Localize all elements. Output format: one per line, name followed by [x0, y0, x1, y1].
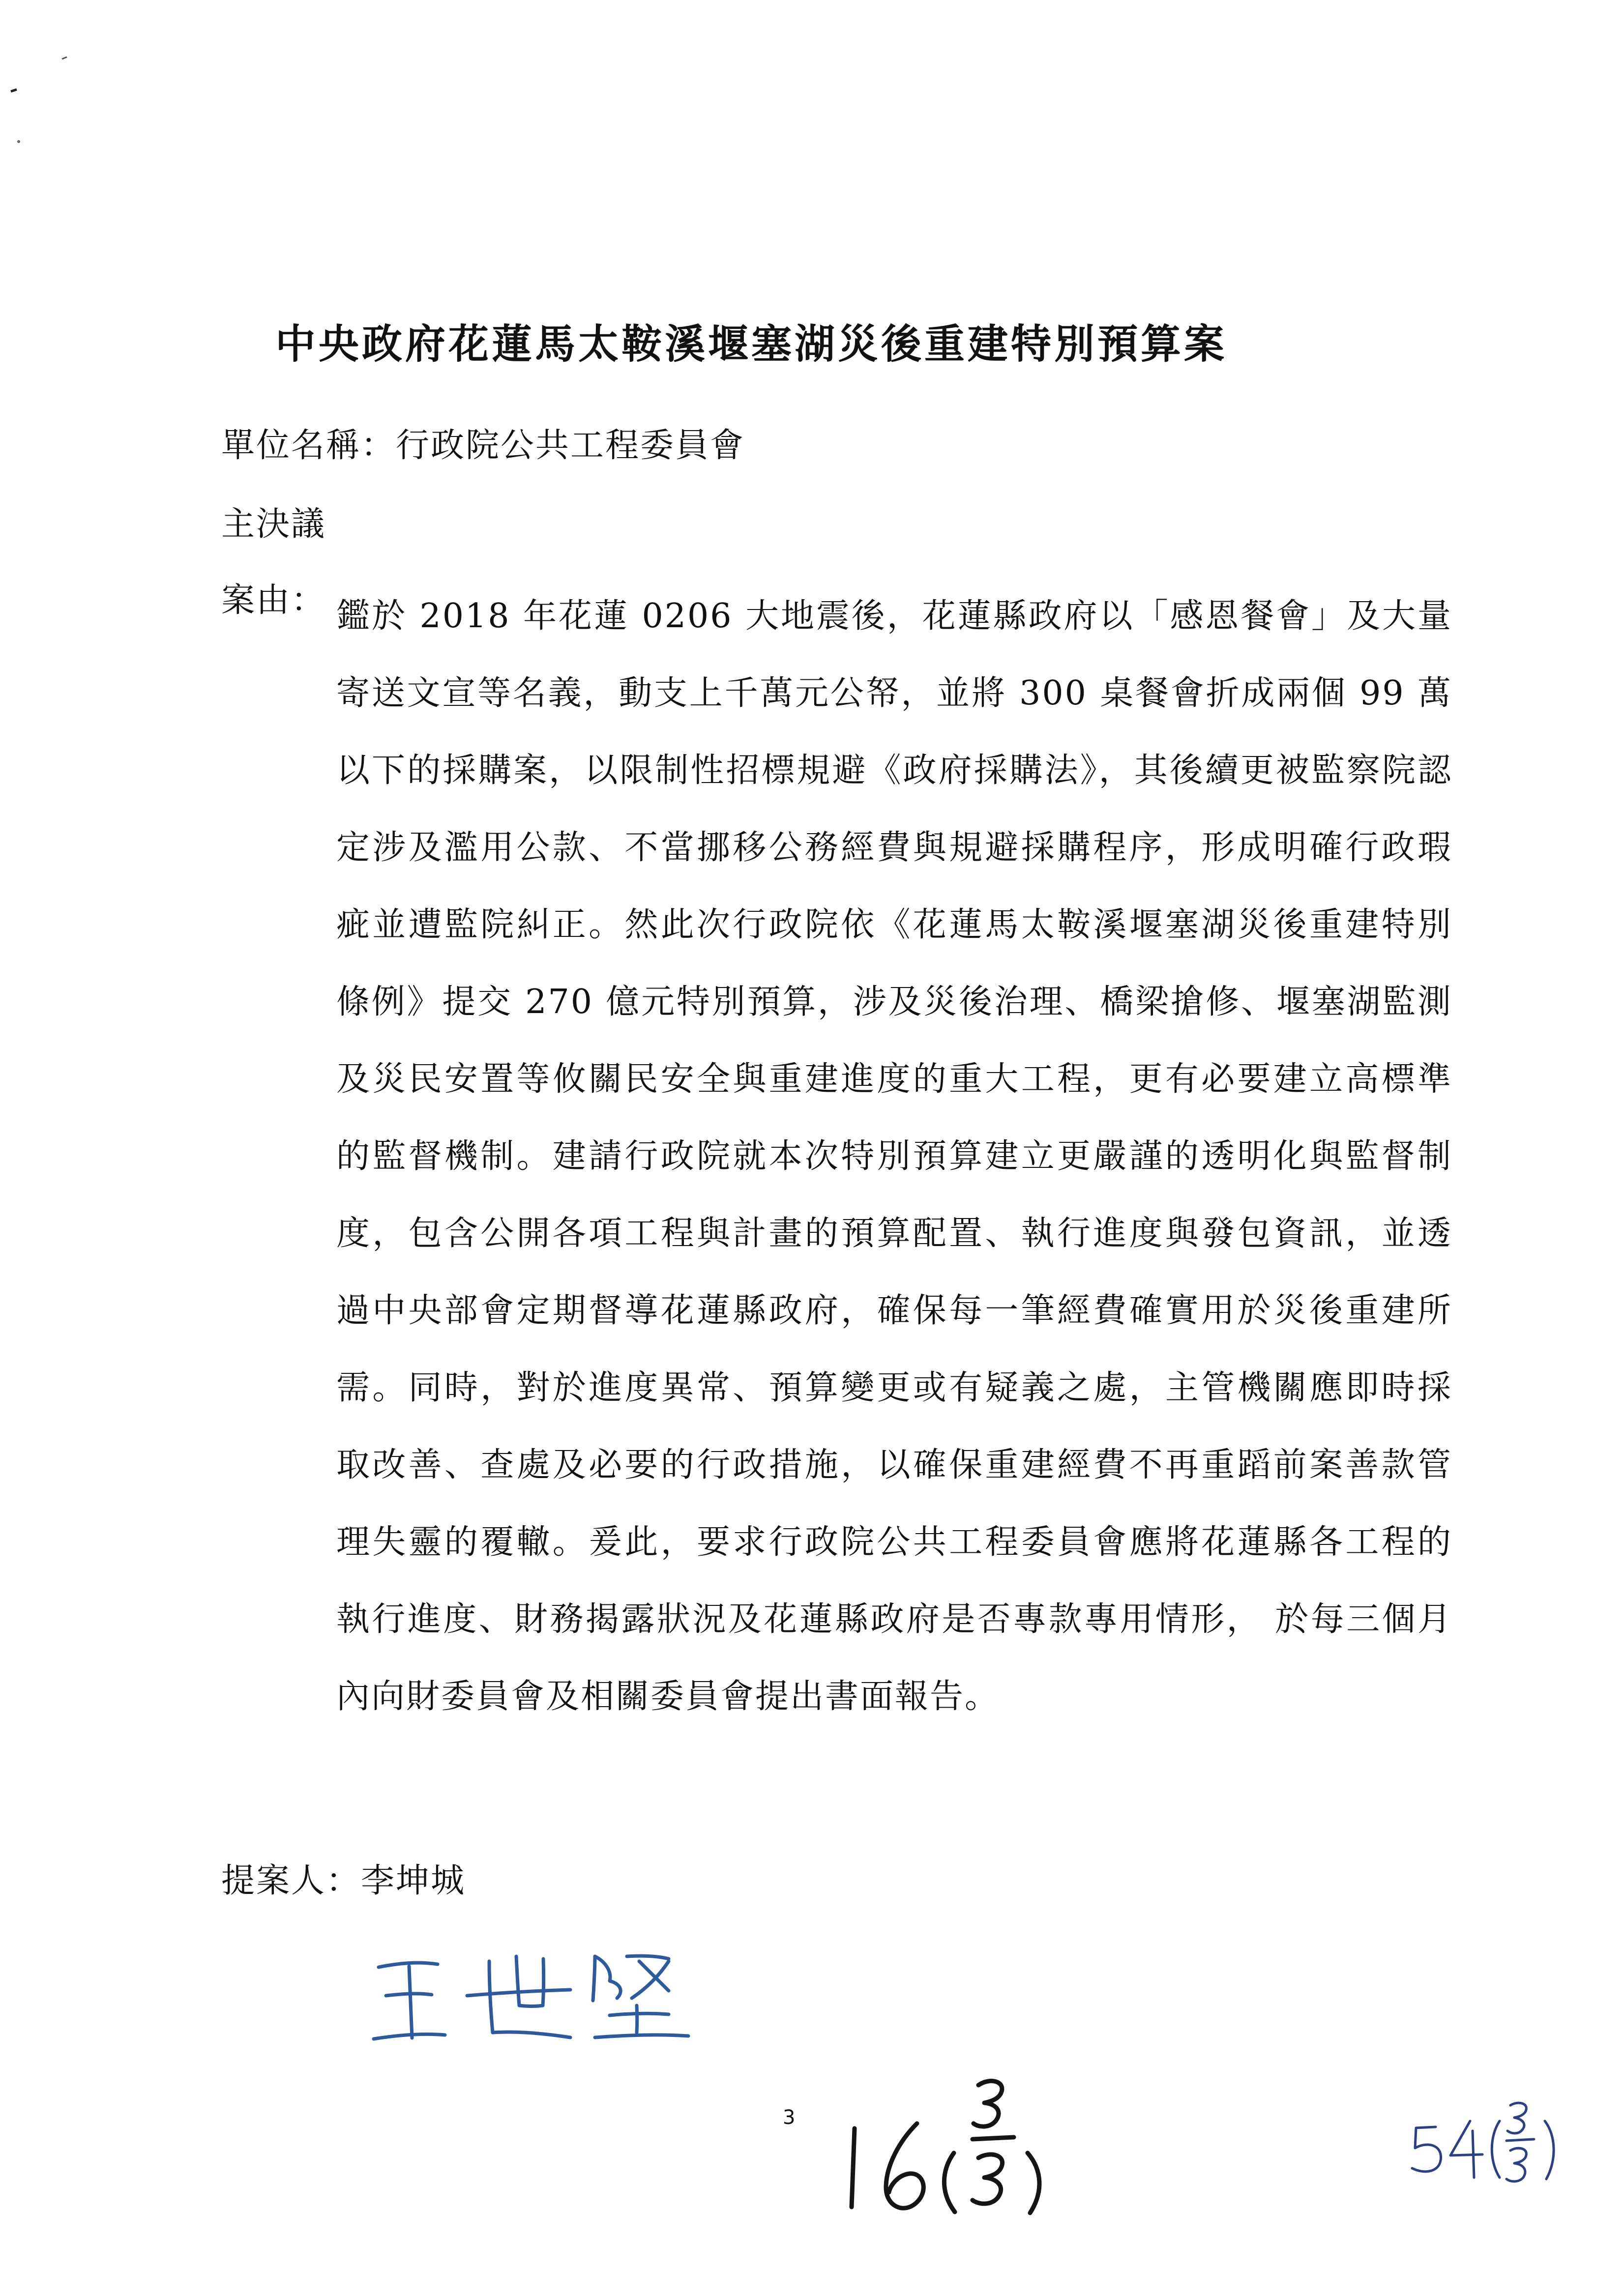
document-title: 中央政府花蓮馬太鞍溪堰塞湖災後重建特別預算案	[275, 320, 1228, 368]
proposer-line: 提案人：李坤城	[221, 1861, 466, 1900]
reason-body: 鑑於 2018 年花蓮 0206 大地震後，花蓮縣政府以「感恩餐會」及大量寄送文宣等名義，動支上千萬元公帑，並將 300 桌餐會折成兩個 99 萬以下的採購案，以限制性招標規避《政府採購法》，其後續更被監察院認定涉及濫用公款、不當挪移公務經費與規避採購程序，形成明確行政瑕疵並遭監院糾正。然此次行政院依《花蓮馬太鞍溪堰塞湖災後重建特別條例》提交 270 億元特別預算，涉及災後治理、橋梁搶修、堰塞湖監測及災民安置等攸關民安全與重建進度的重大工程，更有必要建立高標準的監督機制。建請行政院就本次特別預算建立更嚴謹的透明化與監督制度，包含公開各項工程與計畫的預算配置、執行進度與發包資訊，並透過中央部會定期督導花蓮縣政府，確保每一筆經費確實用於災後重建所需。同時，對於進度異常、預算變更或有疑義之處，主管機關應即時採取改善、查處及必要的行政措施，以確保重建經費不再重蹈前案善款管理失靈的覆轍。爰此，要求行政院公共工程委員會應將花蓮縣各工程的執行進度、財務揭露狀況及花蓮縣政府是否專款專用情形， 於每三個月內向財委員會及相關委員會提出書面報告。	[336, 597, 1452, 1716]
handwritten-page-mark	[831, 2055, 1106, 2237]
scan-specks	[0, 0, 98, 157]
page-number: 3	[783, 2106, 796, 2129]
handwritten-ref-mark	[1401, 2082, 1578, 2209]
unit-name-line: 單位名稱：行政院公共工程委員會	[221, 426, 745, 465]
signature-drawing	[364, 1942, 698, 2050]
handwritten-ref-mark-drawing	[1401, 2082, 1578, 2209]
reason-label: 案由：	[221, 581, 326, 620]
handwritten-page-mark-drawing	[831, 2055, 1106, 2237]
cosigner-signature	[364, 1942, 698, 2050]
main-resolution-heading: 主決議	[221, 505, 326, 544]
